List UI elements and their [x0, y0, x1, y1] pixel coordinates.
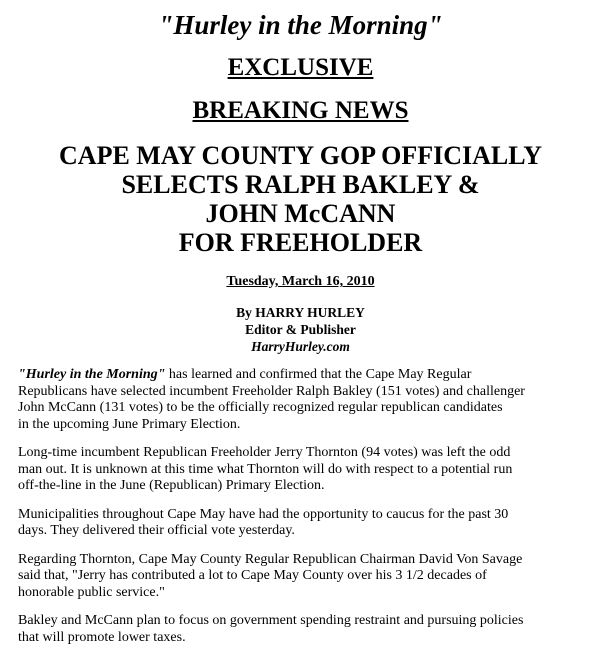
- paragraph-text: Long-time incumbent Republican Freeholder Jerry Thornton (94 votes) was left the odd: [18, 445, 511, 460]
- headline: [0, 141, 601, 257]
- headline-line: JOHN McCANN: [205, 199, 396, 228]
- paragraph-text: Bakley and McCann plan to focus on government spending restraint and pursuing policies: [18, 613, 524, 628]
- paragraph-5: [18, 613, 593, 646]
- paragraph-text: Municipalities throughout Cape May have had the opportunity to caucus for the past 30: [18, 506, 509, 522]
- headline-line: CAPE MAY COUNTY GOP OFFICIALLY: [59, 141, 542, 170]
- paragraph-2: [18, 445, 593, 495]
- headline-line: FOR FREEHOLDER: [178, 228, 423, 257]
- author-role: Editor & Publisher: [245, 322, 356, 337]
- byline-block: [0, 304, 601, 355]
- paragraph-text: days. They delivered their official vote yesterday.: [18, 523, 295, 538]
- exclusive-heading: EXCLUSIVE: [227, 54, 374, 81]
- paragraph-text: man out. It is unknown at this time what Thornton will do with respect to a potential run: [18, 461, 513, 477]
- dateline: Tuesday, March 16, 2010: [226, 274, 375, 289]
- article-body: [18, 367, 593, 646]
- paragraph-text: has learned and confirmed that the Cape May Regular: [165, 367, 472, 382]
- headline-line: SELECTS RALPH BAKLEY &: [121, 170, 480, 199]
- paragraph-text: that will promote lower taxes.: [18, 629, 186, 645]
- author-byline: By HARRY HURLEY: [236, 305, 365, 320]
- paragraph-text: honorable public service.": [18, 584, 165, 600]
- paragraph-text: Regarding Thornton, Cape May County Regular Republican Chairman David Von Savage: [18, 551, 523, 567]
- paragraph-1: [18, 367, 593, 433]
- paragraph-4: [18, 552, 593, 602]
- paragraph-text: John McCann (131 votes) to be the officially recognized regular republican candidates: [18, 400, 503, 415]
- paragraph-text: off-the-line in the June (Republican) Primary Election.: [18, 478, 325, 493]
- paragraph-text: in the upcoming June Primary Election.: [18, 416, 241, 432]
- paragraph-text: said that, "Jerry has contributed a lot to Cape May County over his 3 1/2 decades of: [18, 568, 487, 583]
- breaking-news-heading: BREAKING NEWS: [192, 97, 409, 124]
- author-website: HarryHurley.com: [251, 339, 350, 354]
- show-title: "Hurley in the Morning": [158, 10, 443, 40]
- show-name-emphasis: "Hurley in the Morning": [18, 367, 166, 382]
- paragraph-text: Republicans have selected incumbent Freeholder Ralph Bakley (151 votes) and challenger: [18, 383, 525, 399]
- paragraph-3: [18, 507, 593, 540]
